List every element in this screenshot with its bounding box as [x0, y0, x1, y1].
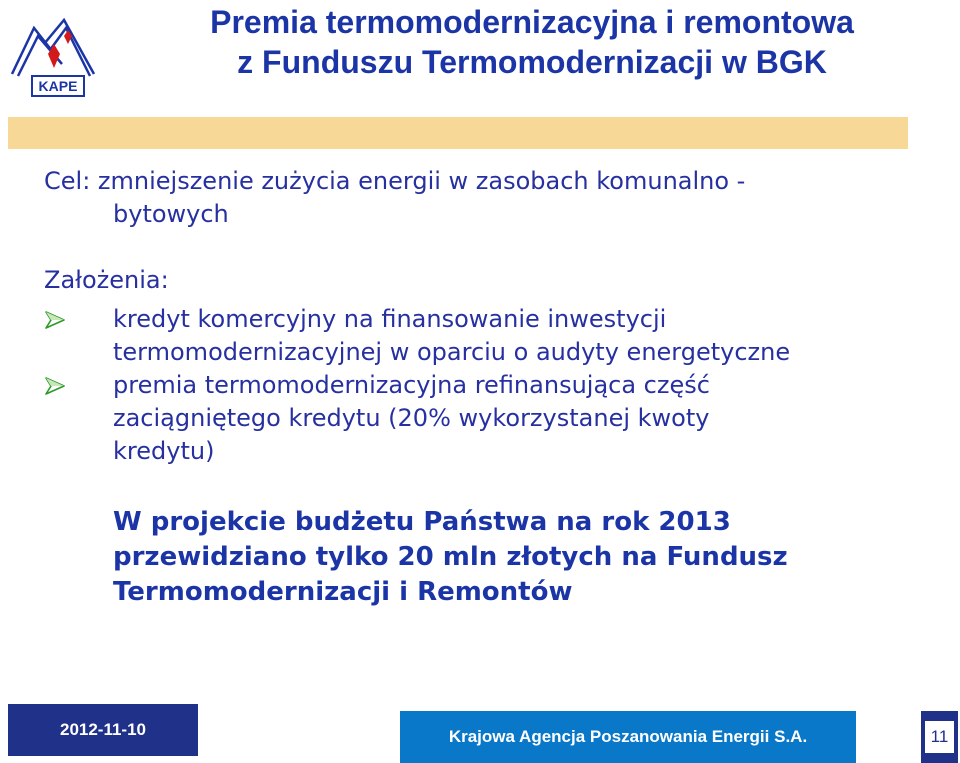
list-item [44, 303, 924, 369]
page-number-box [921, 711, 958, 763]
bullet-2-line-1: premia termomodernizacyjna refinansująca część [113, 371, 710, 399]
budget-line-1: W projekcie budżetu Państwa na rok 2013 [113, 507, 731, 537]
title-line-1: Premia termomodernizacyjna i remontowa [210, 4, 854, 40]
kape-logo [4, 14, 100, 110]
footer-organization: Krajowa Agencja Poszanowania Energii S.A. [400, 711, 856, 763]
assumptions-label: Założenia: [44, 266, 169, 294]
logo-text: KAPE [38, 78, 78, 94]
budget-note [113, 505, 943, 610]
goal-paragraph [44, 165, 745, 231]
title-underline-band [8, 117, 908, 149]
page-number: 11 [925, 721, 954, 753]
bullet-1-line-2: termomodernizacyjnej w oparciu o audyty energetyczne [113, 338, 791, 366]
budget-line-2: przewidziano tylko 20 mln złotych na Fundusz [113, 542, 788, 572]
arrow-bullet-icon [44, 310, 66, 330]
assumptions-list [44, 303, 924, 468]
goal-line-1: Cel: zmniejszenie zużycia energii w zasobach komunalno - [44, 167, 746, 195]
arrow-bullet-icon [44, 376, 66, 396]
title-line-2: z Funduszu Termomodernizacji w BGK [237, 44, 827, 80]
slide-title [112, 2, 952, 82]
footer-date: 2012-11-10 [8, 704, 198, 756]
goal-line-2: bytowych [113, 200, 229, 228]
budget-line-3: Termomodernizacji i Remontów [113, 577, 573, 607]
bullet-2-line-2: zaciągniętego kredytu (20% wykorzystanej kwoty [113, 404, 710, 432]
bullet-1-line-1: kredyt komercyjny na finansowanie inwestycji [113, 305, 667, 333]
bullet-2-line-3: kredytu) [113, 437, 215, 465]
list-item [44, 369, 924, 468]
